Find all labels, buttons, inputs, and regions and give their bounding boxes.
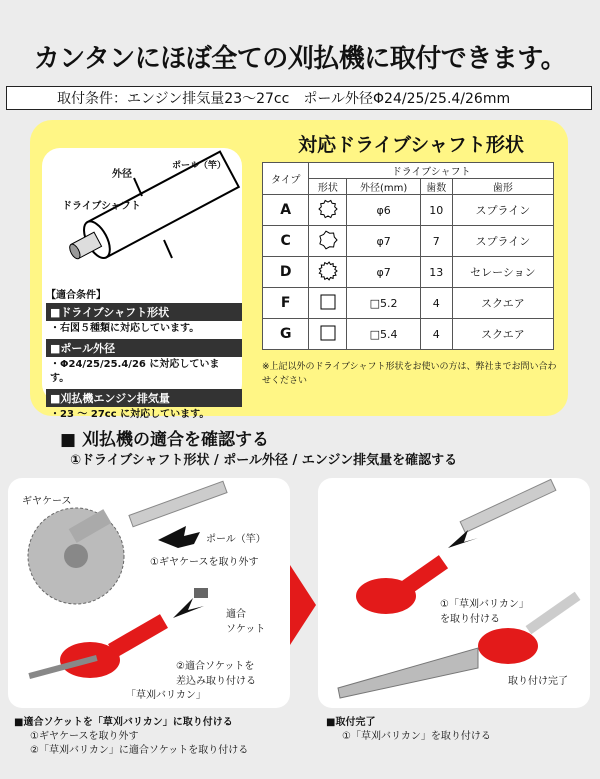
row-type: C — [263, 226, 309, 257]
footer-right-title: ■取付完了 — [326, 717, 376, 728]
done-caption: 取り付け完了 — [508, 676, 568, 687]
row-tooth-form: スプライン — [452, 195, 553, 226]
square-shaft-icon — [316, 323, 340, 343]
spec-row — [263, 319, 554, 350]
section-title: ■ 刈払機の適合を確認する — [60, 430, 269, 450]
step-attach-caption: ①「草刈バリカン」 を取り付ける — [440, 599, 529, 625]
condition-title: ■刈払機エンジン排気量 — [46, 389, 242, 407]
clipper-label: 「草刈バリカン」 — [126, 690, 206, 701]
spline10-shaft-icon — [316, 199, 340, 219]
spline7-shaft-icon — [316, 230, 340, 250]
row-teeth: 4 — [420, 288, 452, 319]
condition-text: ・右図５種類に対応しています。 — [50, 323, 200, 334]
condition-title: ■ポール外径 — [46, 339, 242, 357]
step1-caption: ①ギヤケースを取り外す — [150, 557, 259, 568]
gear-case-label: ギヤケース — [22, 496, 72, 507]
condition-title: ■ドライブシャフト形状 — [46, 303, 242, 321]
spec-row — [263, 288, 554, 319]
footer-left-line: ①ギヤケースを取り外す — [30, 731, 139, 742]
row-diameter: φ7 — [347, 226, 420, 257]
next-step-arrow-icon — [290, 565, 316, 645]
footer-left-line: ②「草刈バリカン」に適合ソケットを取り付ける — [30, 745, 249, 756]
spec-row — [263, 226, 554, 257]
row-tooth-form: スプライン — [452, 226, 553, 257]
footer-left — [14, 716, 248, 758]
column-header: 歯形 — [452, 179, 553, 195]
row-type: D — [263, 257, 309, 288]
square-shaft-icon — [316, 292, 340, 312]
column-header: 外径(mm) — [347, 179, 420, 195]
row-shape — [309, 257, 347, 288]
header-group: ドライブシャフト — [309, 163, 554, 179]
row-teeth: 10 — [420, 195, 452, 226]
row-teeth: 13 — [420, 257, 452, 288]
footer-right-line: ①「草刈バリカン」を取り付ける — [342, 731, 491, 742]
row-shape — [309, 288, 347, 319]
row-shape — [309, 226, 347, 257]
arrow-icon — [158, 526, 200, 548]
footer-left-title: ■適合ソケットを「草刈バリカン」に取り付ける — [14, 717, 233, 728]
row-tooth-form: スクエア — [452, 288, 553, 319]
row-diameter: □5.4 — [347, 319, 420, 350]
row-teeth: 7 — [420, 226, 452, 257]
spec-note: ※上記以外のドライブシャフト形状をお使いの方は、弊社までお問い合わせください — [262, 362, 557, 386]
spec-title: 対応ドライブシャフト形状 — [298, 134, 524, 156]
pole-caption: ポール（竿） — [206, 534, 266, 545]
arrow-icon — [448, 530, 478, 548]
spec-row — [263, 257, 554, 288]
row-type: G — [263, 319, 309, 350]
footer-right — [326, 716, 491, 744]
outer-label: 外径 — [112, 169, 132, 180]
step2-caption: ②適合ソケットを 差込み取り付ける — [176, 661, 256, 687]
mount-condition: 取付条件：エンジン排気量23～27cc ポール外径Φ24/25/25.4/26mm — [6, 86, 592, 110]
row-shape — [309, 319, 347, 350]
row-type: A — [263, 195, 309, 226]
spec-row — [263, 195, 554, 226]
conditions — [46, 286, 242, 423]
serration13-shaft-icon — [316, 261, 340, 281]
row-diameter: φ7 — [347, 257, 420, 288]
condition-text: ・Φ24/25/25.4/26 に対応しています。 — [50, 359, 220, 384]
shaft-label: ドライブシャフト — [62, 201, 141, 212]
row-tooth-form: セレーション — [452, 257, 553, 288]
row-diameter: φ6 — [347, 195, 420, 226]
row-type: F — [263, 288, 309, 319]
row-diameter: □5.2 — [347, 288, 420, 319]
column-header: 形状 — [309, 179, 347, 195]
column-header: 歯数 — [420, 179, 452, 195]
row-teeth: 4 — [420, 319, 452, 350]
row-tooth-form: スクエア — [452, 319, 553, 350]
headline: カンタンにほぼ全ての刈払機に取付できます。 — [33, 44, 567, 74]
spec-table — [262, 162, 554, 350]
conditions-heading: 【適合条件】 — [46, 290, 106, 301]
header-type: タイプ — [263, 163, 309, 195]
pole-label: ポール（竿） — [172, 161, 226, 171]
socket-label: 適合 ソケット — [226, 609, 266, 635]
arrow-icon — [173, 598, 204, 618]
condition-text: ・23 ～ 27cc に対応しています。 — [50, 409, 210, 420]
row-shape — [309, 195, 347, 226]
section-subtitle: ①ドライブシャフト形状 / ポール外径 / エンジン排気量を確認する — [70, 453, 458, 468]
